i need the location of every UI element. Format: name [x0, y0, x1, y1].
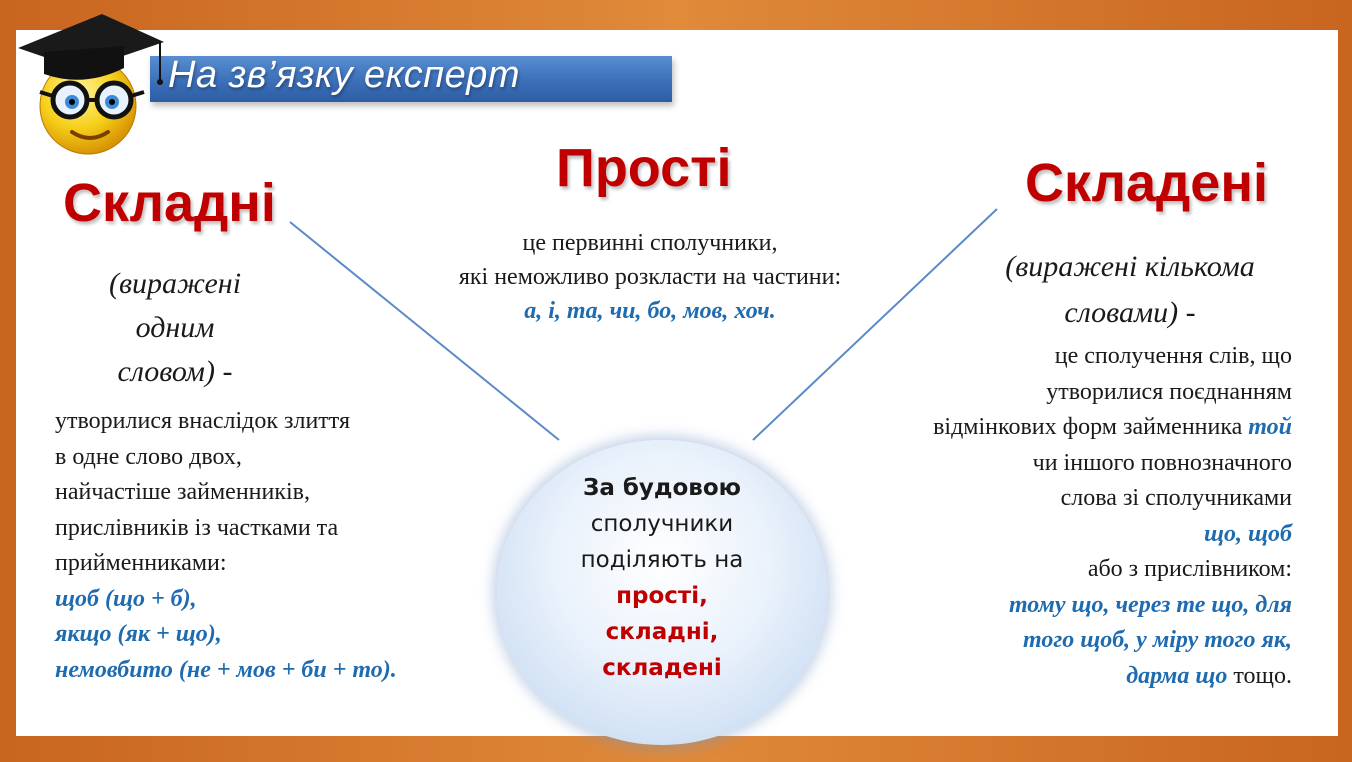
- right-note: (виражені кількома словами) -: [1005, 250, 1255, 329]
- example-yakshcho: якщо (як + що),: [55, 621, 222, 647]
- example-shcho-shchob: що, щоб: [1204, 520, 1292, 547]
- heading-complex: Складні: [63, 173, 276, 233]
- circle-text: За будовою сполучники поділяють на прості, складні, складені: [497, 470, 827, 686]
- banner-title: На зв’язку експерт: [168, 54, 521, 96]
- example-nemovbyto: немовбито (не + мов + би + то).: [55, 656, 397, 683]
- example-shchob: щоб (що + б),: [55, 585, 197, 612]
- example-toho-shchob: того щоб, у міру того як,: [1022, 627, 1292, 653]
- term-compound: складені: [602, 655, 722, 681]
- example-toi: той: [1248, 414, 1292, 440]
- heading-compound: Складені: [1025, 153, 1268, 213]
- center-examples: а, і, та, чи, бо, мов, хоч.: [524, 298, 776, 324]
- center-description: це первинні сполучники, які неможливо розкласти на частини: а, і, та, чи, бо, мов, хоч.: [400, 226, 900, 328]
- term-complex: складні,: [605, 619, 719, 645]
- left-description: утворилися внаслідок злиття в одне слово двох, найчастіше займенників, прислівників із частками та прийменниками: щоб (що + б), якщо (як + що), немовбито (не + мов + би + то).: [55, 404, 397, 688]
- example-darma-shcho: дарма що: [1126, 662, 1228, 689]
- heading-simple: Прості: [556, 138, 732, 198]
- example-tomu-shcho: тому що, через те що, для: [1008, 591, 1292, 618]
- term-simple: прості,: [616, 583, 708, 609]
- left-note: (виражені одним словом) -: [108, 267, 242, 388]
- right-description: це сполучення слів, що утворилися поєднанням відмінкових форм займенника той чи іншого повнозначного слова зі сполучниками що, щоб або з прислівником: тому що, через те що, для того щоб, у міру того як, дарма що тощо.: [933, 343, 1292, 689]
